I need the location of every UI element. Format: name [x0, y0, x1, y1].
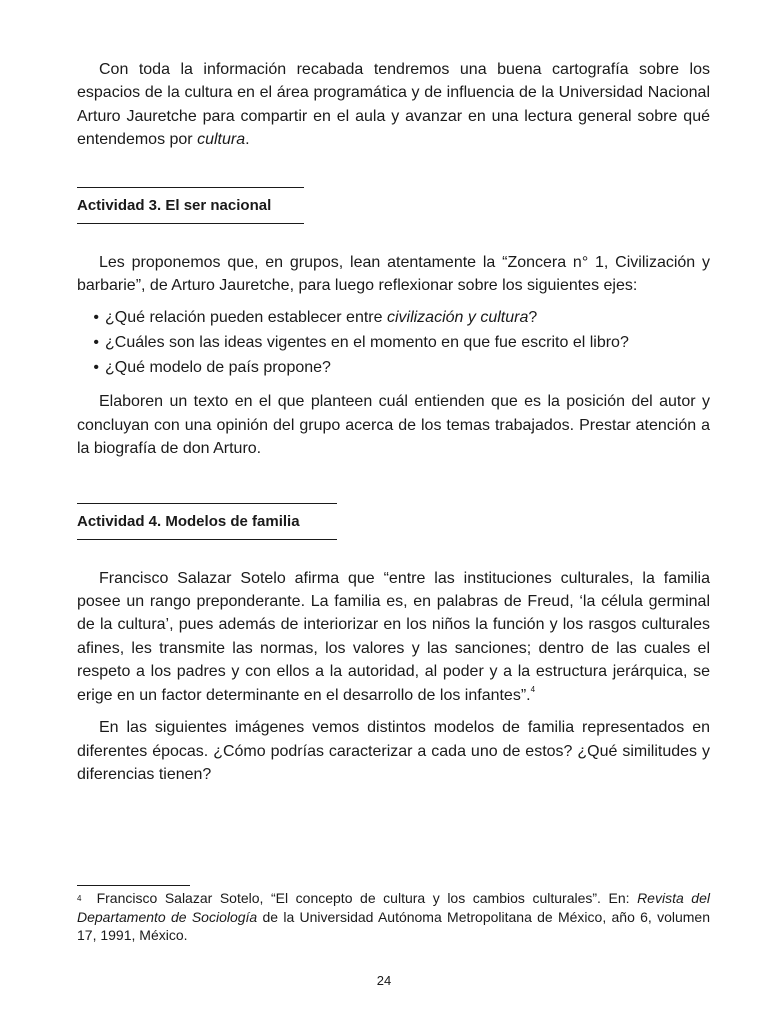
activity-3-lead: Les proponemos que, en grupos, lean atentamente la “Zoncera n° 1, Civilización y barbarie”, de Arturo Jauretche, para luego reflexionar sobre los siguientes ejes: [77, 253, 710, 295]
intro-paragraph [77, 58, 710, 152]
footnote [77, 889, 710, 945]
activity-3-body [77, 251, 710, 461]
activity-3-section [77, 187, 710, 461]
question-3-text: ¿Qué modelo de país propone? [105, 359, 331, 377]
activity-4-second-paragraph: En las siguientes imágenes vemos distintos modelos de familia representados en diferentes épocas. ¿Cómo podrías caracterizar a cada uno de estos? ¿Qué similitudes y diferencias tienen? [77, 719, 710, 783]
question-1-italic: civilización y cultura [386, 309, 529, 327]
question-item [77, 330, 710, 355]
activity-3-heading: Actividad 3. El ser nacional [77, 187, 304, 224]
question-item [77, 355, 710, 380]
bullet-icon: • [93, 309, 99, 327]
page-number: 24 [376, 973, 392, 988]
activity-4-heading: Actividad 4. Modelos de familia [77, 503, 337, 540]
footnote-divider [77, 885, 190, 886]
intro-italic-term: cultura [197, 131, 246, 149]
question-2-text: ¿Cuáles son las ideas vigentes en el momento en que fue escrito el libro? [105, 334, 629, 352]
footnote-journal: Revista del Departamento de Sociología [77, 890, 710, 925]
footnote-text: Francisco Salazar Sotelo, “El concepto de cultura y los cambios culturales”. En: [96, 890, 638, 906]
bullet-icon: • [93, 359, 99, 377]
bullet-icon: • [93, 334, 99, 352]
activity-4-section [77, 503, 710, 787]
question-1-text: ¿Qué relación pueden establecer entre [105, 309, 387, 327]
activity-4-quote-paragraph [77, 567, 710, 707]
question-item [77, 305, 710, 330]
footnote-number: 4 [77, 894, 82, 903]
activity-3-questions [77, 305, 710, 380]
quote-text: Francisco Salazar Sotelo afirma que “entre las instituciones culturales, la familia posee un rango preponderante. La familia es, en palabras de Freud, ‘la célula germinal de la cultura’, pues además de interiorizar en los niños la función y los rasgos culturales afines, les transmite las normas, los valores y las sanciones; dentro de las cuales el respeto a los padres y con ellos a la autoridad, al poder y a la estructura jerárquica, se erige en un factor determinante en el desarrollo de los infantes”. [77, 569, 710, 704]
activity-4-body [77, 567, 710, 787]
footnote-text-end: de la Universidad Autónoma Metropolitana de México, año 6, volumen 17, 1991, México. [77, 908, 710, 944]
footnote-reference[interactable]: 4 [530, 684, 536, 694]
page-body [77, 58, 710, 786]
intro-text: Con toda la información recabada tendremos una buena cartografía sobre los espacios de la cultura en el área programática y de influencia de la Universidad Nacional Arturo Jauretche para compartir en el aula y avanzar en una lectura general sobre qué entendemos por [77, 61, 710, 149]
intro-punctuation: . [245, 131, 250, 149]
question-1-end: ? [528, 309, 538, 327]
activity-3-closing: Elaboren un texto en el que planteen cuál entienden que es la posición del autor y concluyan con una opinión del grupo acerca de los temas trabajados. Prestar atención a la biografía de don Arturo. [77, 393, 710, 458]
